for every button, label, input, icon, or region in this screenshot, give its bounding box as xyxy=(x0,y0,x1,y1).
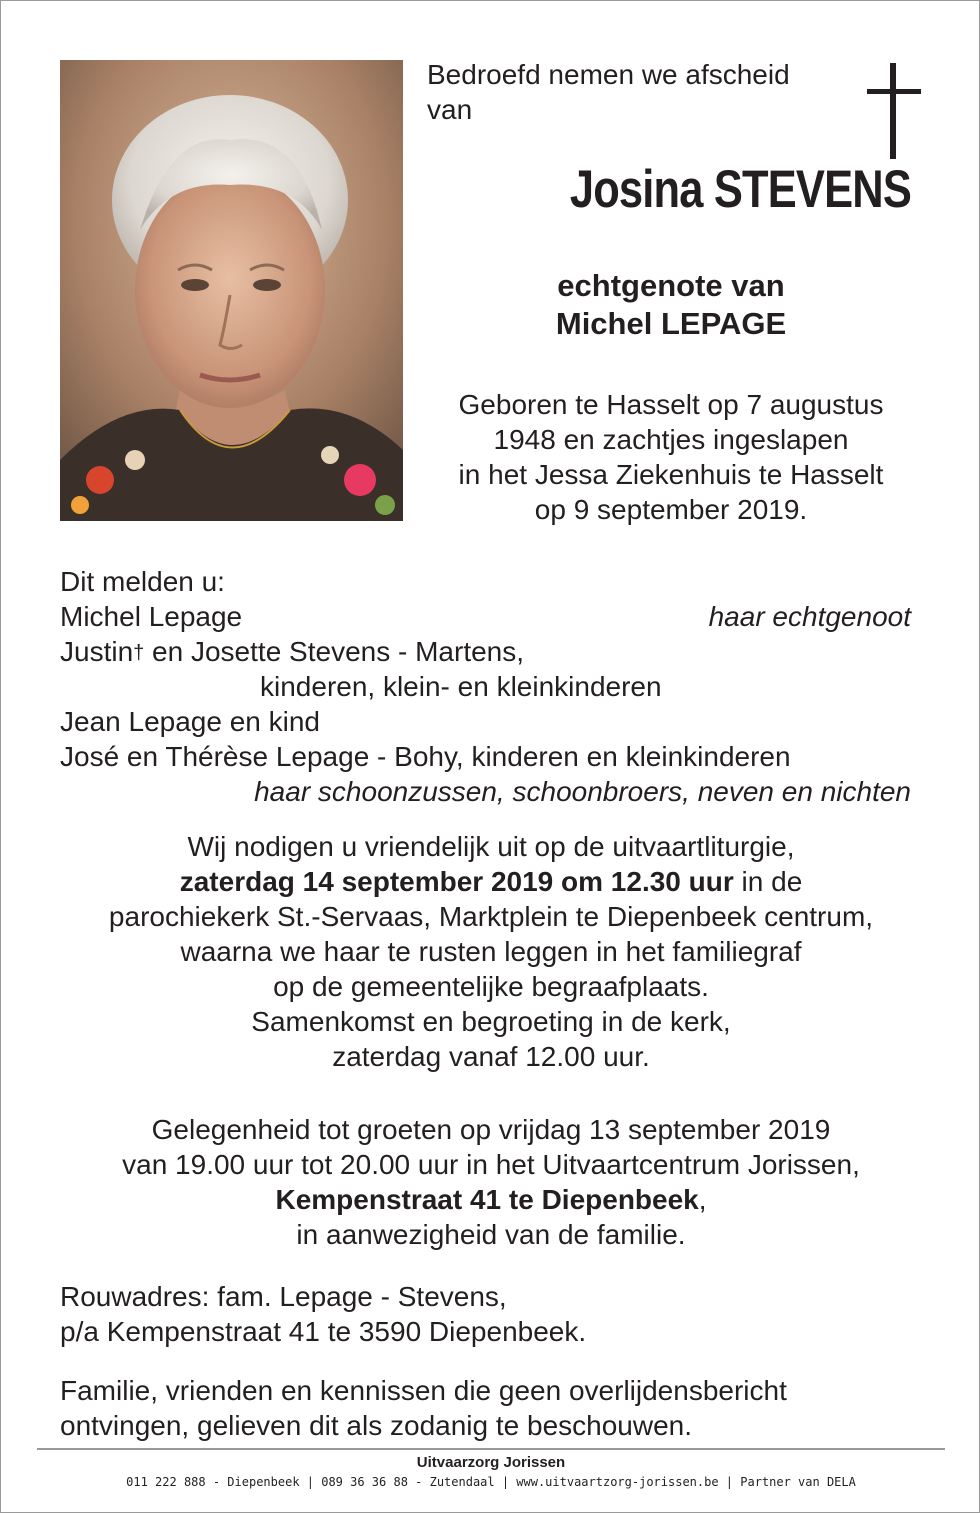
ceremony-line: Samenkomst en begroeting in de kerk, xyxy=(251,1006,731,1037)
mourning-address xyxy=(60,1279,586,1349)
spouse-label: echtgenote van xyxy=(557,268,785,303)
born-line: in het Jessa Ziekenhuis te Hasselt xyxy=(458,459,884,490)
visitation-line: in aanwezigheid van de familie. xyxy=(296,1219,686,1250)
intro-line: Bedroefd nemen we afscheid xyxy=(427,59,790,90)
announcer-name-part: en Josette Stevens - Martens, xyxy=(144,636,525,667)
ceremony-line: parochiekerk St.-Servaas, Marktplein te Diepenbeek centrum, xyxy=(108,901,874,932)
visitation-line: van 19.00 uur tot 20.00 uur in het Uitvaartcentrum Jorissen, xyxy=(122,1149,860,1180)
ceremony-line: zaterdag vanaf 12.00 uur. xyxy=(332,1041,650,1072)
notice-line: Familie, vrienden en kennissen die geen overlijdensbericht xyxy=(60,1375,787,1406)
address-line: p/a Kempenstraat 41 te 3590 Diepenbeek. xyxy=(60,1316,587,1347)
ceremony-line: Wij nodigen u vriendelijk uit op de uitvaartliturgie, xyxy=(187,831,795,862)
announcer-name-part: Justin xyxy=(60,636,134,667)
birth-death-details xyxy=(421,387,921,527)
announcer-relation: haar echtgenoot xyxy=(708,601,911,632)
ceremony-datetime: zaterdag 14 september 2019 om 12.30 uur xyxy=(179,866,734,897)
footer-divider xyxy=(37,1448,945,1450)
ceremony-details xyxy=(1,829,980,1074)
announcer-line: José en Thérèse Lepage - Bohy, kinderen en kleinkinderen xyxy=(60,741,791,772)
born-line: op 9 september 2019. xyxy=(534,494,808,525)
visitation-line: Gelegenheid tot groeten op vrijdag 13 september 2019 xyxy=(151,1114,831,1145)
visitation-details xyxy=(1,1112,980,1252)
ceremony-line-rest: in de xyxy=(733,866,803,897)
address-line: Rouwadres: fam. Lepage - Stevens, xyxy=(60,1281,507,1312)
announcer-line: Jean Lepage en kind xyxy=(60,706,320,737)
footer-contact-info: 011 222 888 - Diepenbeek | 089 36 36 88 - Zutendaal | www.uitvaartzorg-jorissen.be | Partner van DELA xyxy=(126,1475,856,1489)
closing-notice xyxy=(60,1373,787,1443)
notice-line: ontvingen, gelieven dit als zodanig te beschouwen. xyxy=(60,1410,692,1441)
ceremony-line xyxy=(1,864,980,899)
deceased-name: Josina STEVENS xyxy=(569,160,911,219)
announcers-heading: Dit melden u: xyxy=(60,566,225,597)
spouse-name: Michel LEPAGE xyxy=(555,306,787,341)
announcer-name: Michel Lepage xyxy=(60,601,243,632)
portrait-illustration xyxy=(60,60,403,521)
announcer-line: haar schoonzussen, schoonbroers, neven en nichten xyxy=(254,776,911,807)
visitation-address: Kempenstraat 41 te Diepenbeek xyxy=(275,1184,699,1215)
visitation-line xyxy=(1,1182,980,1217)
intro-line: van xyxy=(427,94,473,125)
portrait-photo xyxy=(60,60,403,521)
intro-text xyxy=(427,57,790,127)
born-line: 1948 en zachtjes ingeslapen xyxy=(493,424,849,455)
ceremony-line: waarna we haar te rusten leggen in het familiegraf xyxy=(180,936,802,967)
announcer-line: kinderen, klein- en kleinkinderen xyxy=(260,671,662,702)
spouse-block xyxy=(421,267,921,343)
footer-company-name: Uitvaarzorg Jorissen xyxy=(416,1454,566,1471)
ceremony-line: op de gemeentelijke begraafplaats. xyxy=(273,971,709,1002)
born-line: Geboren te Hasselt op 7 augustus xyxy=(458,389,884,420)
visitation-line-rest: , xyxy=(698,1184,707,1215)
cross-icon xyxy=(863,63,923,159)
deceased-cross-icon: † xyxy=(133,642,145,664)
announcer-line xyxy=(60,634,524,671)
